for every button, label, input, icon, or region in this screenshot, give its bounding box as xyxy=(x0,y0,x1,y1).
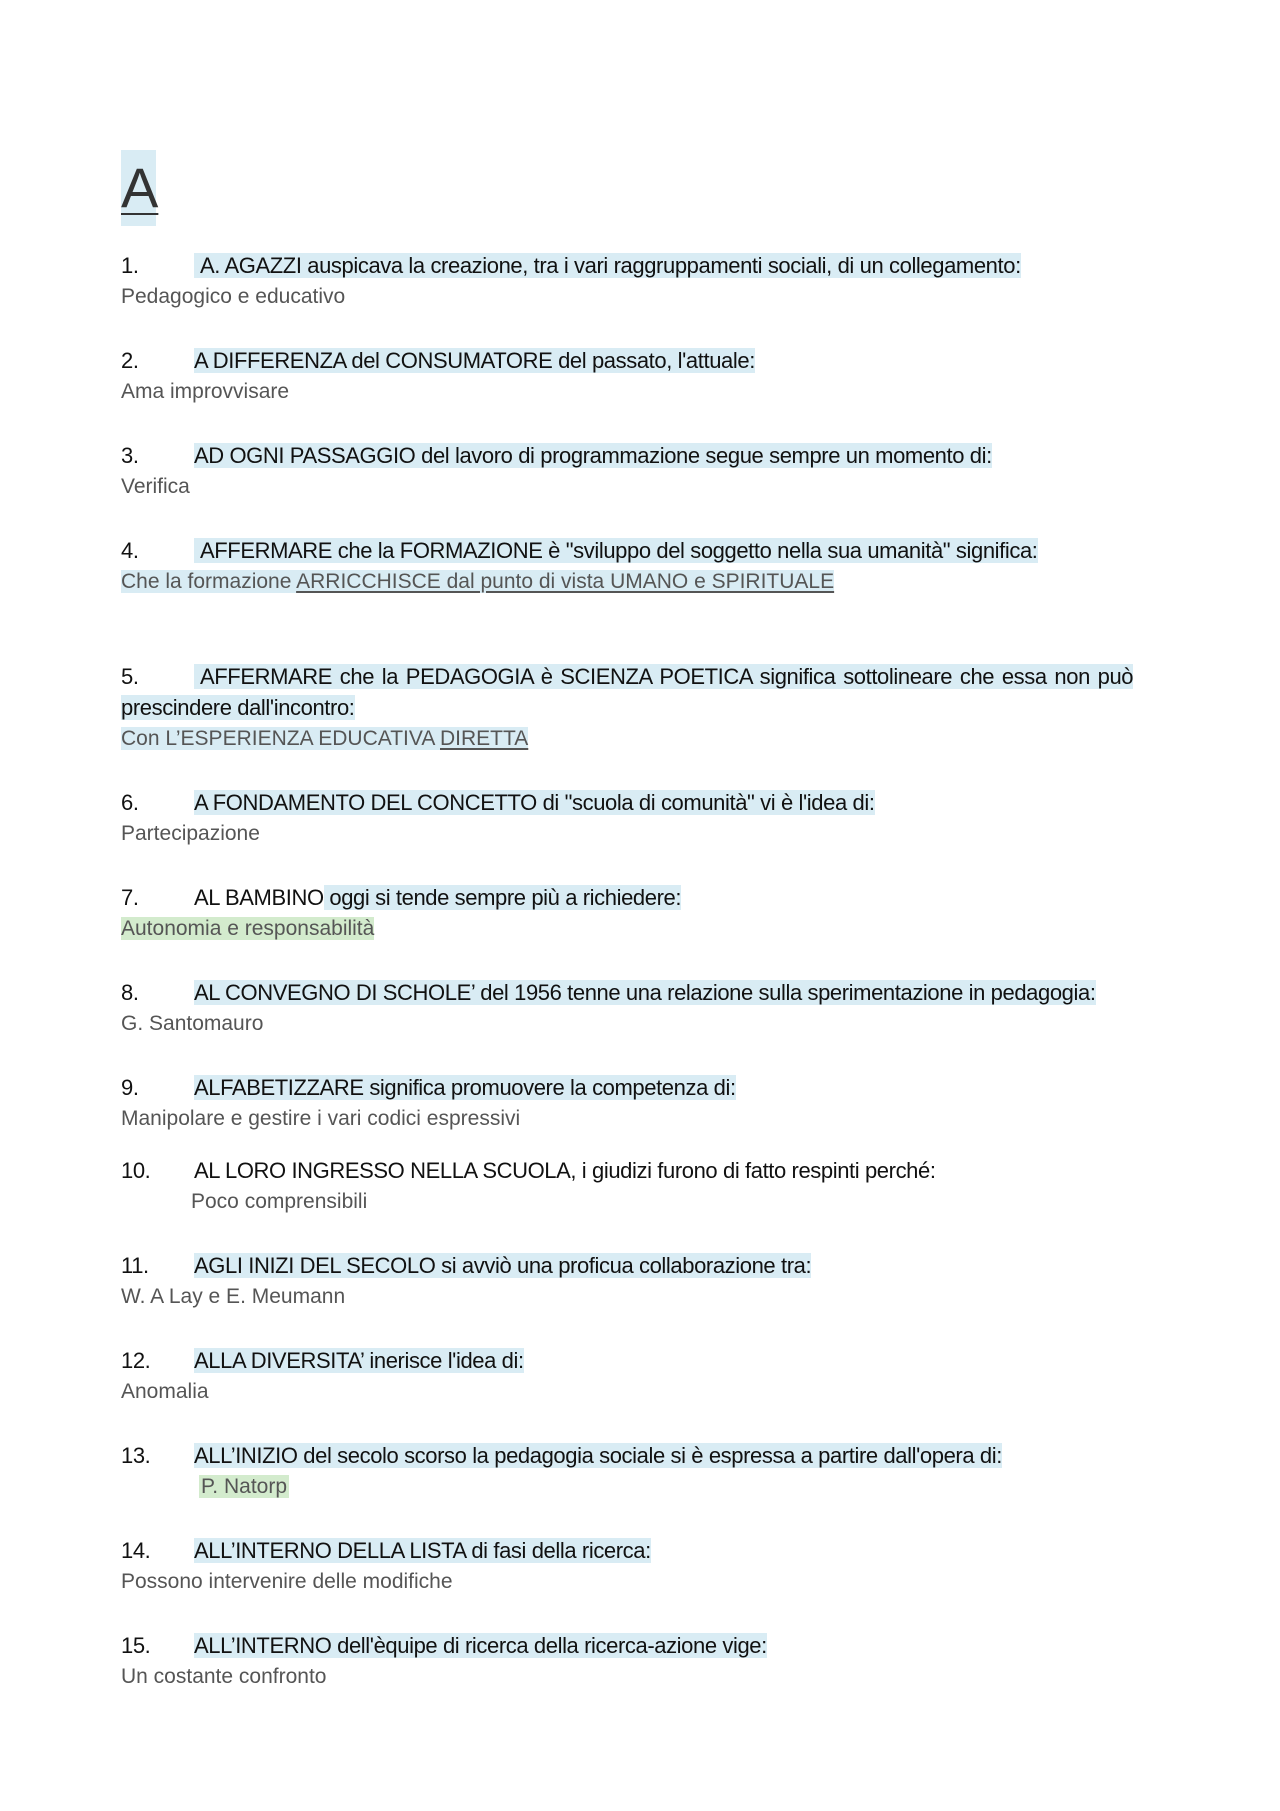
question-number: 2. xyxy=(121,348,139,373)
question-number: 14. xyxy=(121,1538,151,1563)
question-text: AGLI INIZI DEL SECOLO si avviò una proficua collaborazione tra: xyxy=(194,1253,812,1278)
question-item xyxy=(121,345,1161,407)
question-number: 8. xyxy=(121,980,139,1005)
answer-text: Poco comprensibili xyxy=(191,1190,368,1213)
answer-text: Un costante confronto xyxy=(121,1665,327,1688)
answer-text: G. Santomauro xyxy=(121,1012,264,1035)
question-number: 6. xyxy=(121,790,139,815)
question-item xyxy=(121,977,1161,1039)
question-text: ALL’INIZIO del secolo scorso la pedagogia sociale si è espressa a partire dall'opera di: xyxy=(194,1443,1002,1468)
question-number: 13. xyxy=(121,1443,151,1468)
question-item xyxy=(121,535,1161,597)
answer-text: Autonomia e responsabilità xyxy=(121,917,375,940)
question-number: 10. xyxy=(121,1158,151,1183)
answer-text: Ama improvvisare xyxy=(121,380,290,403)
answer-text: W. A Lay e E. Meumann xyxy=(121,1285,346,1308)
question-number: 11. xyxy=(121,1253,149,1278)
question-text: AFFERMARE che la PEDAGOGIA è SCIENZA POETICA significa sottolineare che essa non può xyxy=(194,664,1133,689)
question-item xyxy=(121,1072,1161,1134)
question-text: AFFERMARE che la FORMAZIONE è "sviluppo del soggetto nella sua umanità" significa: xyxy=(194,538,1038,563)
question-item xyxy=(121,250,1161,312)
question-item xyxy=(121,440,1161,502)
question-text: AL LORO INGRESSO NELLA SCUOLA, i giudizi furono di fatto respinti perché: xyxy=(194,1158,936,1183)
question-text: ALLA DIVERSITA’ inerisce l'idea di: xyxy=(194,1348,524,1373)
question-text: AD OGNI PASSAGGIO del lavoro di programmazione segue sempre un momento di: xyxy=(194,443,992,468)
question-text: A DIFFERENZA del CONSUMATORE del passato, l'attuale: xyxy=(194,348,755,373)
question-number: 12. xyxy=(121,1348,151,1373)
question-item xyxy=(121,1345,1161,1407)
question-text: AL CONVEGNO DI SCHOLE’ del 1956 tenne una relazione sulla sperimentazione in pedagogia: xyxy=(194,980,1096,1005)
answer-text: Partecipazione xyxy=(121,822,260,845)
question-text-continued: prescindere dall'incontro: xyxy=(121,695,355,720)
question-number: 5. xyxy=(121,664,139,689)
question-item xyxy=(121,1535,1161,1597)
answer-text: Verifica xyxy=(121,475,190,498)
question-number: 1. xyxy=(121,253,139,278)
answer-text: P. Natorp xyxy=(201,1475,287,1498)
question-text: ALL’INTERNO dell'èquipe di ricerca della ricerca-azione vige: xyxy=(194,1633,767,1658)
question-text: oggi si tende sempre più a richiedere: xyxy=(323,885,682,910)
answer-text: Che la formazione xyxy=(121,570,297,593)
question-item xyxy=(121,787,1161,849)
question-item xyxy=(121,1630,1161,1692)
question-text: A FONDAMENTO DEL CONCETTO di "scuola di comunità" vi è l'idea di: xyxy=(194,790,875,815)
question-item xyxy=(121,882,1161,944)
answer-underlined-text: DIRETTA xyxy=(440,727,529,750)
answer-text: Possono intervenire delle modifiche xyxy=(121,1570,453,1593)
question-number: 3. xyxy=(121,443,139,468)
question-keyword: AL BAMBINO xyxy=(194,885,324,910)
section-heading: A xyxy=(121,150,156,226)
answer-text: Anomalia xyxy=(121,1380,209,1403)
answer-text: Manipolare e gestire i vari codici espressivi xyxy=(121,1107,521,1130)
question-number: 4. xyxy=(121,538,139,563)
question-number: 9. xyxy=(121,1075,139,1100)
question-number: 15. xyxy=(121,1633,151,1658)
question-item xyxy=(121,1155,1161,1217)
question-text: ALFABETIZZARE significa promuovere la competenza di: xyxy=(194,1075,736,1100)
answer-underlined-text: ARRICCHISCE dal punto di vista UMANO e SPIRITUALE xyxy=(296,570,835,593)
answer-text: Pedagogico e educativo xyxy=(121,285,346,308)
question-number: 7. xyxy=(121,885,139,910)
question-item xyxy=(121,661,1161,754)
question-text: ALL’INTERNO DELLA LISTA di fasi della ricerca: xyxy=(194,1538,651,1563)
question-text: A. AGAZZI auspicava la creazione, tra i vari raggruppamenti sociali, di un collegamento: xyxy=(194,253,1021,278)
question-item xyxy=(121,1250,1161,1312)
answer-text: Con L’ESPERIENZA EDUCATIVA xyxy=(121,727,440,750)
question-item xyxy=(121,1440,1161,1502)
